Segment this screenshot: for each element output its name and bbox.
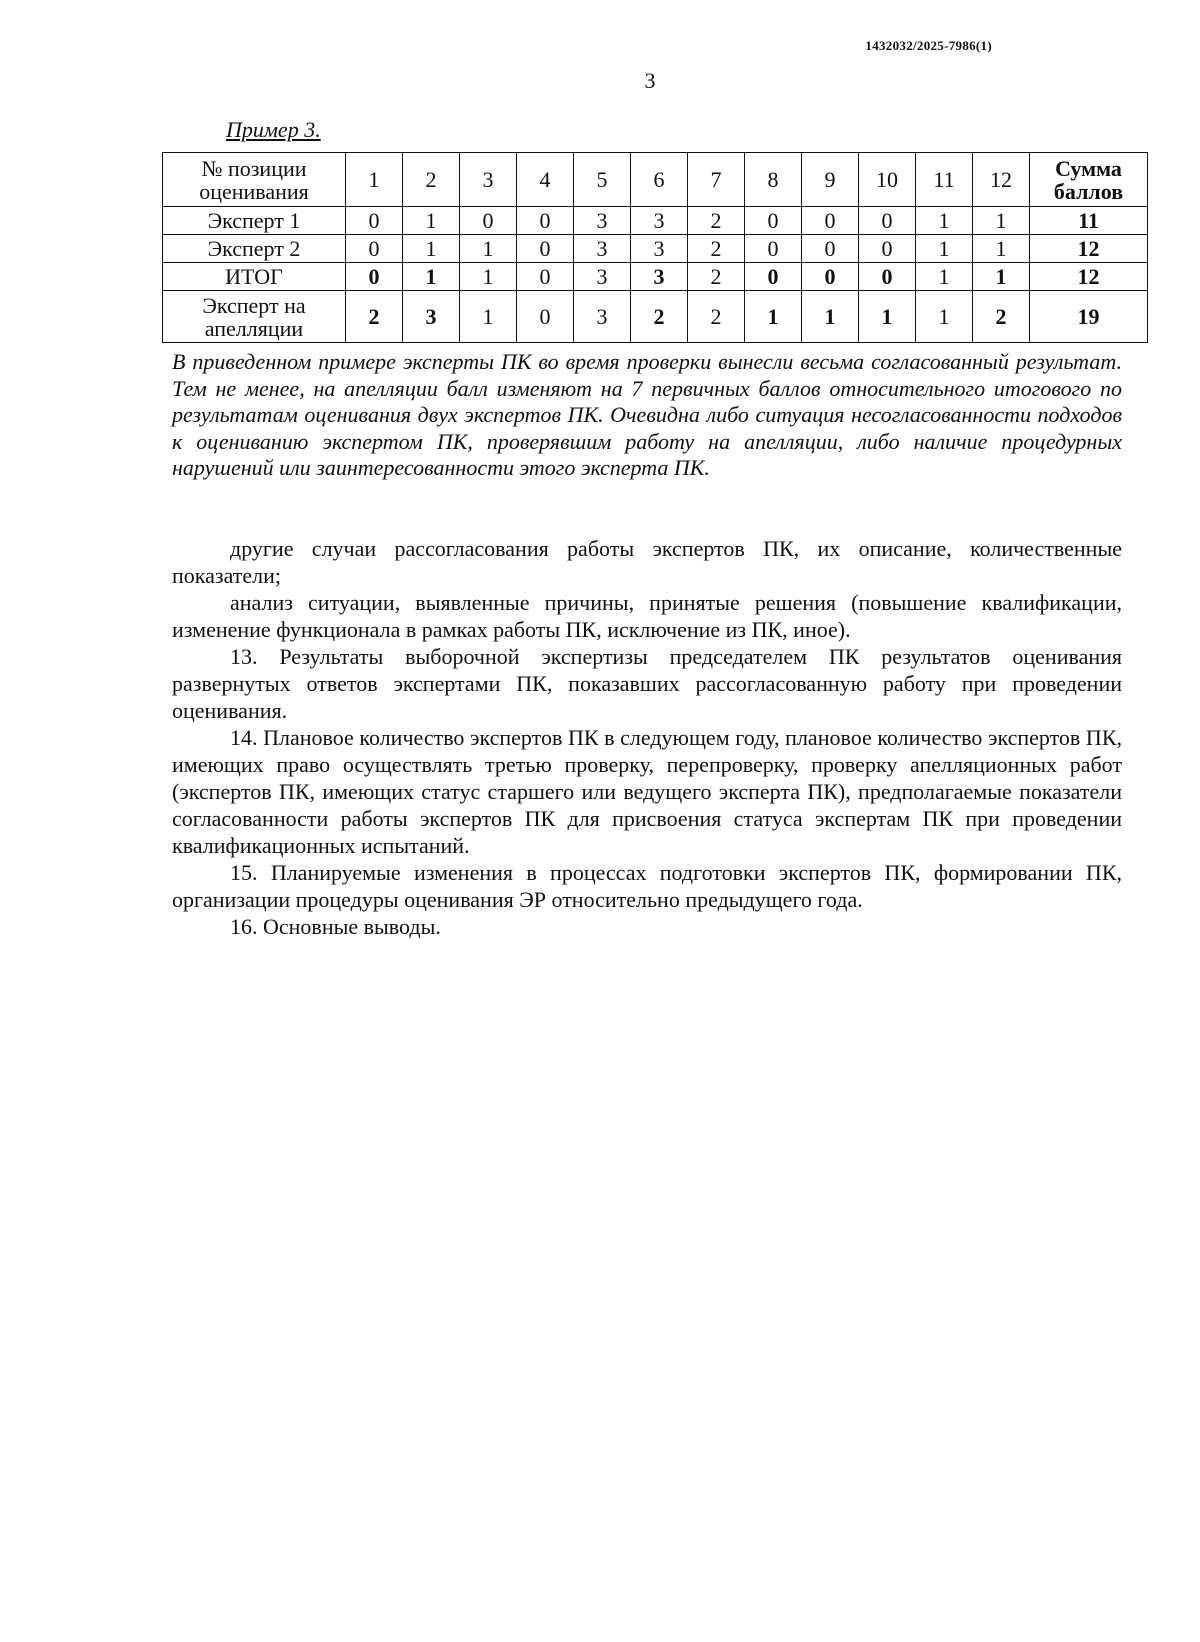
score-cell: 1 bbox=[403, 263, 460, 291]
score-cell: 1 bbox=[916, 263, 973, 291]
score-cell: 0 bbox=[346, 263, 403, 291]
score-cell: 1 bbox=[916, 235, 973, 263]
score-cell: 1 bbox=[916, 207, 973, 235]
table-header-cell: Сумма баллов bbox=[1030, 153, 1148, 207]
score-cell: 0 bbox=[517, 235, 574, 263]
score-cell: 3 bbox=[631, 263, 688, 291]
score-cell: 0 bbox=[859, 263, 916, 291]
score-cell: 0 bbox=[859, 207, 916, 235]
score-cell: 1 bbox=[403, 207, 460, 235]
example-explanation: В приведенном примере эксперты ПК во время проверки вынесли весьма согласованный результат. Тем не менее, на апелляции балл изменяют на 7 первичных баллов относительного итогового по результатам оценивания двух экспертов ПК. Очевидна либо ситуация несогласованности подходов к оцениванию экспертом ПК, проверявшим работу на апелляции, либо наличие процедурных нарушений или заинтересованности этого эксперта ПК. bbox=[172, 349, 1122, 480]
score-cell: 1 bbox=[460, 291, 517, 343]
score-cell: 0 bbox=[802, 263, 859, 291]
document-id: 1432032/2025-7986(1) bbox=[865, 38, 992, 53]
row-label: Эксперт на апелляции bbox=[163, 291, 346, 343]
table-header-cell: 12 bbox=[973, 153, 1030, 207]
paragraph: анализ ситуации, выявленные причины, принятые решения (повышение квалификации, изменение функционала в рамках работы ПК, исключение из ПК, иное). bbox=[172, 590, 1122, 642]
paragraph: 13. Результаты выборочной экспертизы председателем ПК результатов оценивания развернутых ответов экспертами ПК, показавших рассогласованную работу при проведении оценивания. bbox=[172, 644, 1122, 723]
table-header-cell: 6 bbox=[631, 153, 688, 207]
score-cell: 3 bbox=[574, 207, 631, 235]
score-cell: 1 bbox=[973, 207, 1030, 235]
score-cell: 3 bbox=[574, 291, 631, 343]
score-cell: 1 bbox=[973, 235, 1030, 263]
score-cell: 2 bbox=[688, 291, 745, 343]
score-cell: 1 bbox=[460, 263, 517, 291]
score-cell: 3 bbox=[574, 235, 631, 263]
score-cell: 3 bbox=[574, 263, 631, 291]
table-header-cell: 5 bbox=[574, 153, 631, 207]
row-label: ИТОГ bbox=[163, 263, 346, 291]
table-header-cell: 2 bbox=[403, 153, 460, 207]
score-cell: 2 bbox=[688, 235, 745, 263]
table-header-cell: 11 bbox=[916, 153, 973, 207]
page-number: 3 bbox=[644, 68, 656, 93]
score-cell: 2 bbox=[631, 291, 688, 343]
paragraph: 16. Основные выводы. bbox=[230, 914, 441, 939]
paragraph: 14. Плановое количество экспертов ПК в следующем году, плановое количество экспертов ПК, имеющих право осуществлять третью проверку, перепроверку, проверку апелляционных работ (экспертов ПК, имеющих статус старшего или ведущего эксперта ПК), предполагаемые показатели согласованности работы экспертов ПК для присвоения статуса экспертам ПК при проведении квалификационных испытаний. bbox=[172, 725, 1122, 858]
score-cell: 0 bbox=[517, 291, 574, 343]
score-cell: 1 bbox=[745, 291, 802, 343]
scores-table bbox=[162, 152, 1148, 343]
score-cell: 0 bbox=[460, 207, 517, 235]
table-header-cell: 3 bbox=[460, 153, 517, 207]
score-cell: 0 bbox=[346, 207, 403, 235]
score-cell: 2 bbox=[688, 207, 745, 235]
score-cell: 1 bbox=[973, 263, 1030, 291]
score-cell: 2 bbox=[346, 291, 403, 343]
score-cell: 0 bbox=[745, 207, 802, 235]
table-row bbox=[163, 291, 1148, 343]
document-body bbox=[172, 535, 1122, 940]
score-cell: 3 bbox=[403, 291, 460, 343]
table-row bbox=[163, 207, 1148, 235]
row-label: Эксперт 2 bbox=[163, 235, 346, 263]
score-cell: 0 bbox=[346, 235, 403, 263]
sum-cell: 12 bbox=[1030, 235, 1148, 263]
score-cell: 0 bbox=[859, 235, 916, 263]
example-caption: Пример 3. bbox=[226, 117, 321, 142]
score-cell: 2 bbox=[688, 263, 745, 291]
score-cell: 3 bbox=[631, 207, 688, 235]
sum-cell: 19 bbox=[1030, 291, 1148, 343]
score-cell: 1 bbox=[916, 291, 973, 343]
score-cell: 3 bbox=[631, 235, 688, 263]
table-header-cell: 4 bbox=[517, 153, 574, 207]
score-cell: 2 bbox=[973, 291, 1030, 343]
score-cell: 1 bbox=[460, 235, 517, 263]
table-header-cell: № позиции оценивания bbox=[163, 153, 346, 207]
paragraph: 15. Планируемые изменения в процессах подготовки экспертов ПК, формировании ПК, организации процедуры оценивания ЭР относительно предыдущего года. bbox=[172, 860, 1122, 912]
score-cell: 1 bbox=[802, 291, 859, 343]
table-row bbox=[163, 235, 1148, 263]
sum-cell: 12 bbox=[1030, 263, 1148, 291]
sum-cell: 11 bbox=[1030, 207, 1148, 235]
score-cell: 0 bbox=[802, 235, 859, 263]
score-cell: 0 bbox=[517, 207, 574, 235]
paragraph: другие случаи рассогласования работы экспертов ПК, их описание, количественные показатели; bbox=[172, 536, 1122, 588]
table-header-cell: 9 bbox=[802, 153, 859, 207]
table-header-cell: 8 bbox=[745, 153, 802, 207]
score-cell: 1 bbox=[403, 235, 460, 263]
score-cell: 0 bbox=[745, 263, 802, 291]
score-cell: 0 bbox=[517, 263, 574, 291]
table-header-cell: 10 bbox=[859, 153, 916, 207]
table-header-row bbox=[163, 153, 1148, 207]
table-header-cell: 1 bbox=[346, 153, 403, 207]
table-row bbox=[163, 263, 1148, 291]
table-header-cell: 7 bbox=[688, 153, 745, 207]
row-label: Эксперт 1 bbox=[163, 207, 346, 235]
score-cell: 0 bbox=[802, 207, 859, 235]
score-cell: 1 bbox=[859, 291, 916, 343]
score-cell: 0 bbox=[745, 235, 802, 263]
